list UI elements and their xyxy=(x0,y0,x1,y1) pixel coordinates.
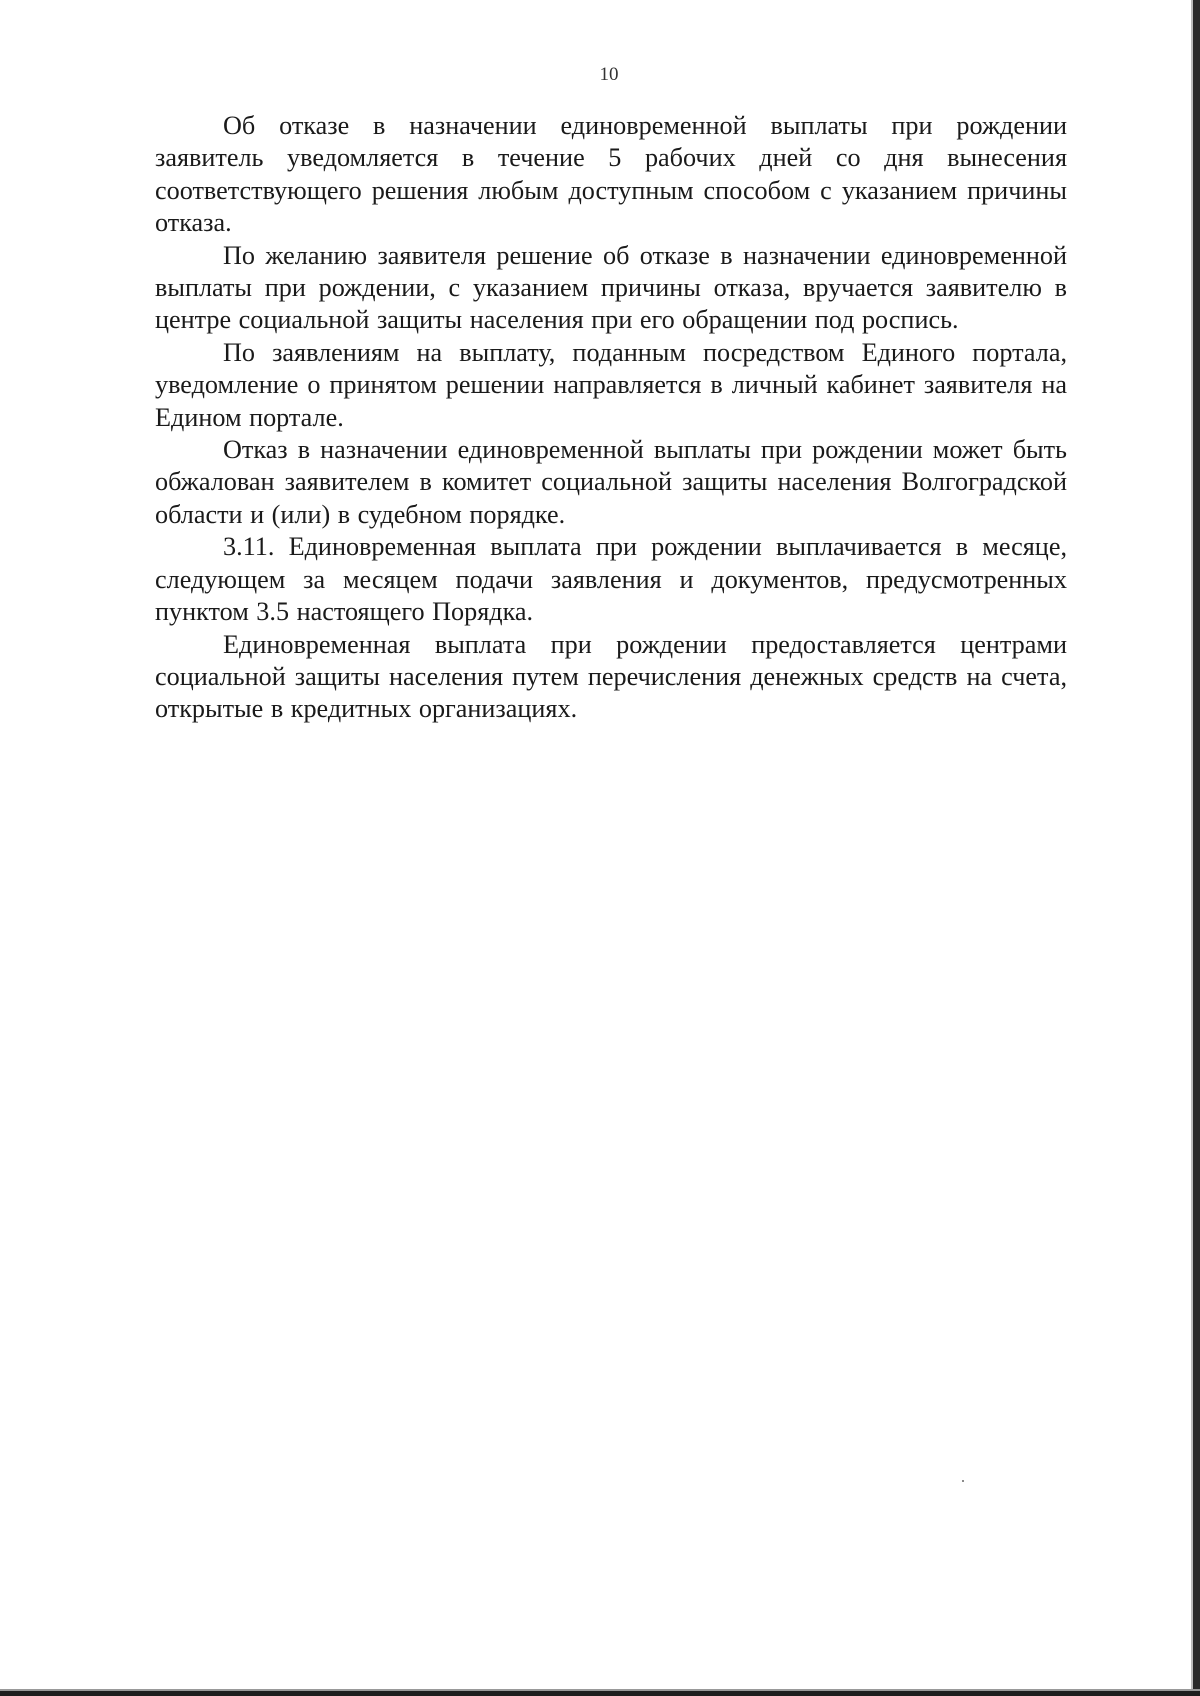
paragraph-appeal: Отказ в назначении единовременной выплаты при рождении может быть обжалован заявителем в комитет социальной защиты населения Волгоградской области и (или) в судебном порядке. xyxy=(155,435,1067,529)
document-body xyxy=(155,110,1067,726)
paragraph-portal-notification: По заявлениям на выплату, поданным посредством Единого портала, уведомление о принятом решении направляется в личный кабинет заявителя на Едином портале. xyxy=(155,337,1067,432)
scan-edge-bottom xyxy=(0,1691,1200,1696)
paragraph-clause-3-11: 3.11. Единовременная выплата при рождении выплачивается в месяце, следующем за месяцем подачи заявления и документов, предусмотренных пунктом 3.5 настоящего Порядка. xyxy=(155,532,1067,627)
paragraph-refusal-handover: По желанию заявителя решение об отказе в назначении единовременной выплаты при рождении, с указанием причины отказа, вручается заявителю в центре социальной защиты населения при его обращении под роспись. xyxy=(155,240,1067,335)
page-number: 10 xyxy=(599,64,619,85)
scan-edge-right xyxy=(1193,0,1200,1696)
paragraph-refusal-notice: Об отказе в назначении единовременной выплаты при рождении заявитель уведомляется в течение 5 рабочих дней со дня вынесения соответствующего решения любым доступным способом с указанием причины отказа. xyxy=(155,111,1067,238)
paragraph-payment-method: Единовременная выплата при рождении предоставляется центрами социальной защиты населения путем перечисления денежных средств на счета, открытые в кредитных организациях. xyxy=(155,629,1067,724)
scan-speck xyxy=(962,1480,964,1482)
